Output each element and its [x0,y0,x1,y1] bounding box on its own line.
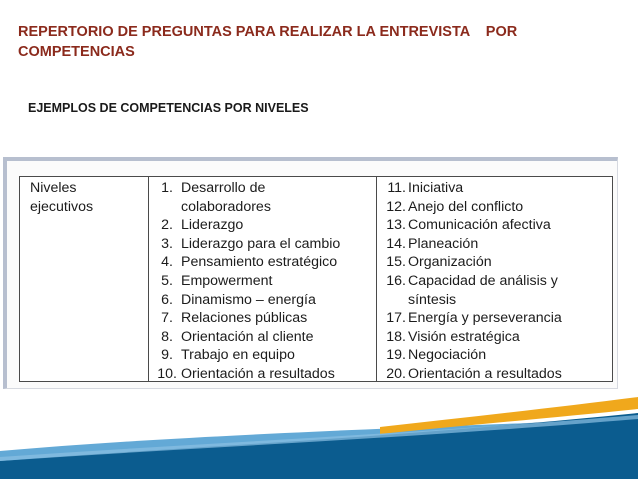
level-column [20,177,149,381]
competency-item [383,216,610,235]
competency-table-frame [3,157,618,389]
competency-item [155,272,374,291]
competency-number: 1. [161,180,173,196]
competency-item [155,253,374,272]
competency-number: 17. [386,310,406,327]
competency-text: Comunicación afectiva [408,217,551,234]
competency-text: Pensamiento estratégico [181,254,338,271]
competency-item [155,198,374,217]
competency-item [155,179,374,198]
slide-subtitle: EJEMPLOS DE COMPETENCIAS POR NIVELES [28,101,309,115]
competency-number: 10. [157,365,177,382]
competency-list-a [155,179,374,384]
competency-column-a [149,177,377,381]
competency-item [155,291,374,310]
competency-number: 9. [161,347,173,364]
competency-item [383,346,610,365]
competency-item [155,328,374,347]
competency-item [155,216,374,235]
competency-text: Organización [408,254,492,271]
competency-text: Anejo del conflicto [408,198,524,215]
competency-list-b [383,179,610,384]
competency-item [155,309,374,328]
competency-number: 4. [161,254,173,271]
competency-number [155,198,173,217]
competency-item [383,328,610,347]
competency-text: Capacidad de análisis y [408,272,558,289]
competency-text: Relaciones públicas [181,310,308,327]
competency-number: 14. [386,235,406,252]
competency-text: Empowerment [181,272,273,289]
competency-table [19,176,613,382]
slide-title: REPERTORIO DE PREGUNTAS PARA REALIZAR LA ENTREVISTA POR COMPETENCIAS [18,24,518,60]
competency-item [383,291,610,310]
competency-text: Trabajo en equipo [181,347,295,364]
competency-item [383,309,610,328]
competency-number: 6. [161,291,173,308]
competency-number: 11. [387,180,406,196]
competency-text: Negociación [408,347,487,364]
competency-number: 7. [161,310,173,327]
competency-text: Energía y perseverancia [408,310,562,327]
competency-text: Planeación [408,235,479,252]
competency-number: 16. [386,272,406,289]
competency-text: Iniciativa [408,180,464,196]
competency-number: 13. [386,217,406,234]
competency-number: 20. [386,365,406,382]
competency-text: Dinamismo – energía [181,291,316,308]
competency-number: 3. [161,235,173,252]
footer-wave-decoration [0,379,638,479]
competency-item [383,235,610,254]
competency-item [155,235,374,254]
competency-text: Liderazgo para el cambio [181,235,341,252]
competency-number: 5. [161,272,173,289]
competency-number: 2. [161,217,173,234]
competency-number: 8. [161,328,173,345]
competency-item [383,253,610,272]
competency-number: 19. [386,347,406,364]
competency-item [383,198,610,217]
competency-text: Liderazgo [181,217,244,234]
competency-text: Desarrollo de [181,180,266,196]
competency-item [155,346,374,365]
competency-number: 15. [386,254,406,271]
competency-number: 18. [386,328,406,345]
competency-text: síntesis [408,291,457,308]
competency-item [383,272,610,291]
level-label: Niveles ejecutivos [30,180,94,215]
competency-text: Orientación a resultados [181,365,335,382]
competency-item [383,179,610,198]
competency-number: 12. [386,198,406,215]
competency-number [383,291,406,310]
competency-text: Orientación al cliente [181,328,314,345]
competency-text: Orientación a resultados [408,365,562,382]
competency-column-b [377,177,612,381]
competency-text: Visión estratégica [408,328,520,345]
competency-text: colaboradores [181,198,271,215]
